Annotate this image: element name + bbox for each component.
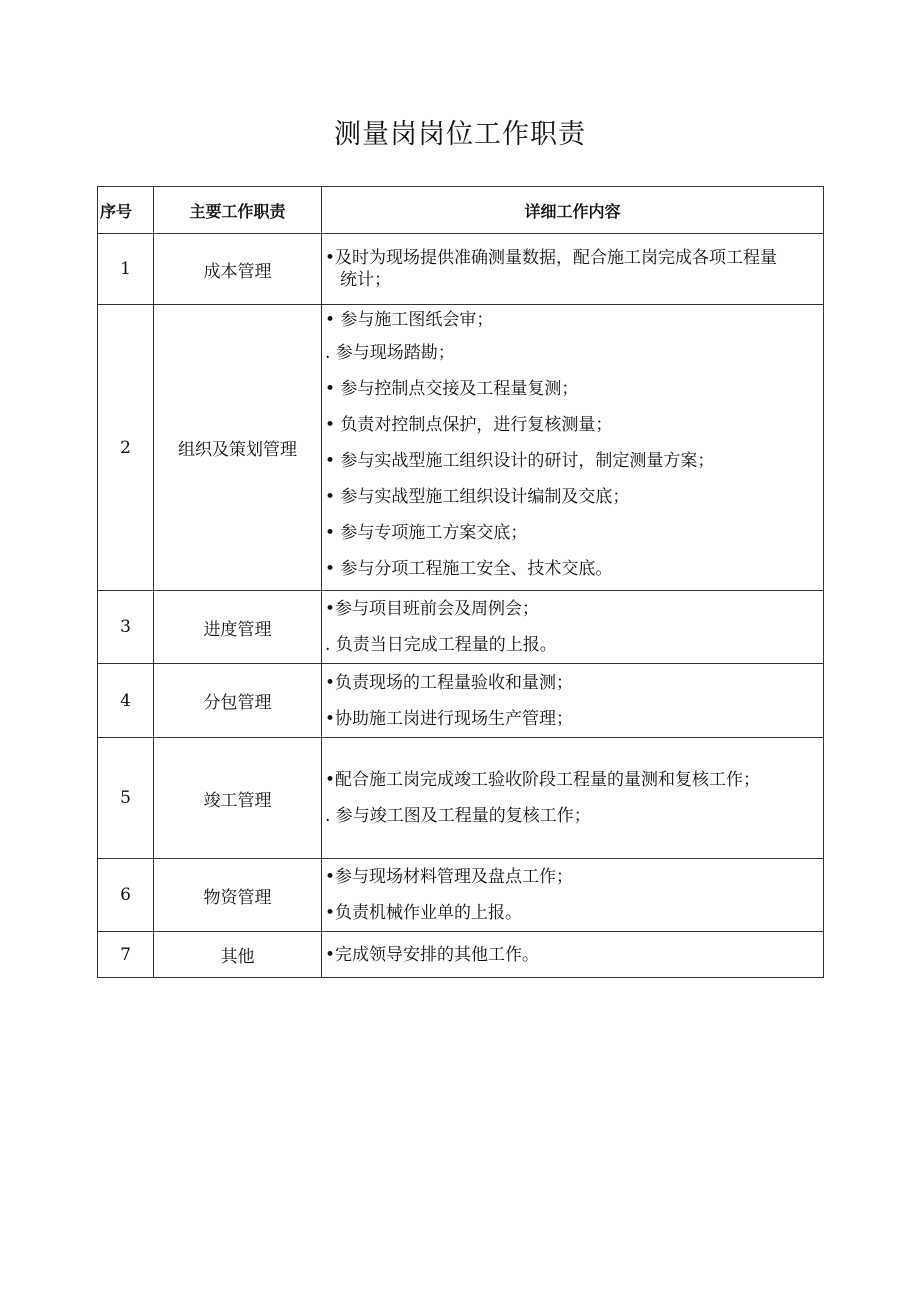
row-duty: 物资管理	[154, 859, 322, 932]
row-duty: 成本管理	[154, 234, 322, 305]
detail-item: •完成领导安排的其他工作。	[325, 944, 540, 965]
row-duty: 竣工管理	[154, 738, 322, 859]
header-detail: 详细工作内容	[322, 187, 824, 234]
detail-item: • 参与施工图纸会审；	[325, 310, 494, 330]
detail-item: •协助施工岗进行现场生产管理；	[325, 708, 574, 729]
detail-item: 统计；	[340, 269, 391, 290]
table-row	[98, 591, 824, 664]
row-number: 2	[98, 305, 154, 591]
detail-item: •负责机械作业单的上报。	[325, 903, 523, 923]
row-number: 5	[98, 738, 154, 859]
detail-item: •负责现场的工程量验收和量测；	[325, 672, 574, 693]
table-row	[98, 305, 824, 591]
table-row	[98, 859, 824, 932]
row-number: 4	[98, 664, 154, 738]
table-row	[98, 234, 824, 305]
row-number: 1	[98, 234, 154, 305]
detail-item: •及时为现场提供准确测量数据，配合施工岗完成各项工程量	[325, 247, 778, 268]
detail-item: • 参与专项施工方案交底；	[325, 523, 528, 543]
row-duty: 其他	[154, 932, 322, 978]
row-number: 6	[98, 859, 154, 932]
detail-item: •参与项目班前会及周例会；	[325, 599, 540, 619]
table-row	[98, 738, 824, 859]
row-number: 7	[98, 932, 154, 978]
row-details	[322, 305, 824, 591]
detail-item: • 负责对控制点保护，进行复核测量；	[325, 415, 613, 435]
detail-item: . 负责当日完成工程量的上报。	[325, 635, 557, 655]
header-duty: 主要工作职责	[154, 187, 322, 234]
detail-item: •配合施工岗完成竣工验收阶段工程量的量测和复核工作；	[325, 770, 761, 790]
row-details	[322, 591, 824, 664]
detail-item: . 参与竣工图及工程量的复核工作；	[325, 806, 591, 826]
duties-table	[97, 186, 824, 978]
detail-item: •参与现场材料管理及盘点工作；	[325, 867, 574, 887]
row-details	[322, 932, 824, 978]
table-row	[98, 932, 824, 978]
detail-item: • 参与实战型施工组织设计编制及交底；	[325, 487, 630, 507]
detail-item: • 参与分项工程施工安全、技术交底。	[325, 559, 613, 579]
detail-item: • 参与实战型施工组织设计的研讨，制定测量方案；	[325, 451, 715, 471]
table-header-row	[98, 187, 824, 234]
row-duty: 分包管理	[154, 664, 322, 738]
header-no: 序号	[98, 187, 154, 234]
row-number: 3	[98, 591, 154, 664]
row-duty: 组织及策划管理	[154, 305, 322, 591]
table-row	[98, 664, 824, 738]
page-title: 测量岗岗位工作职责	[334, 119, 586, 150]
row-duty: 进度管理	[154, 591, 322, 664]
row-details	[322, 664, 824, 738]
detail-item: • 参与控制点交接及工程量复测；	[325, 379, 579, 399]
row-details	[322, 859, 824, 932]
detail-item: . 参与现场踏勘；	[325, 343, 455, 363]
row-details	[322, 234, 824, 305]
row-details	[322, 738, 824, 859]
